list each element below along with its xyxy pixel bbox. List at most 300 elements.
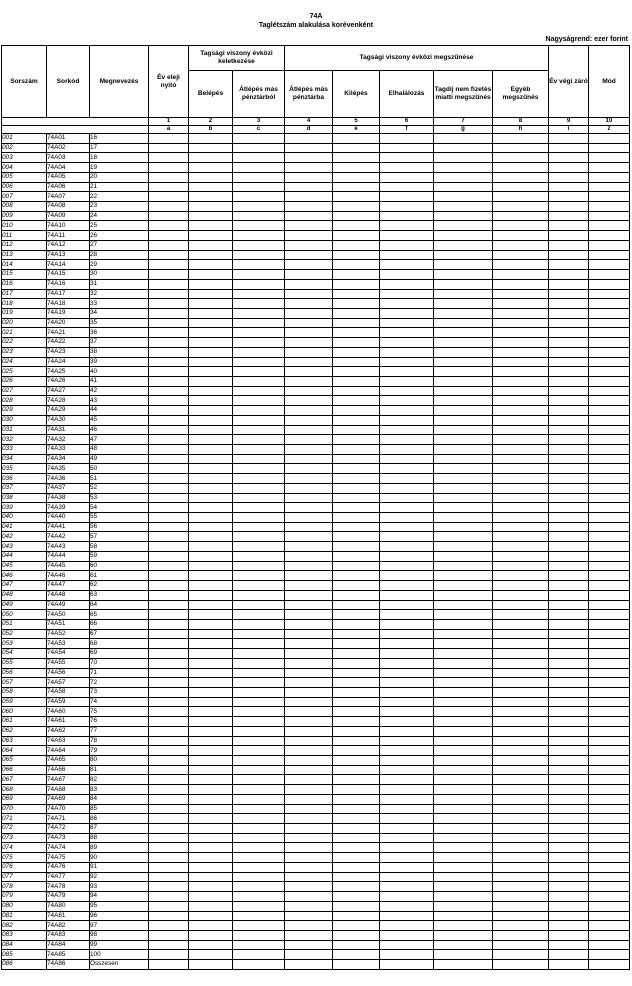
input-cell[interactable] [380,726,434,736]
input-cell[interactable] [434,581,493,591]
input-cell[interactable] [149,435,189,445]
input-cell[interactable] [233,940,285,950]
input-cell[interactable] [493,299,549,309]
input-cell[interactable] [149,454,189,464]
input-cell[interactable] [493,901,549,911]
input-cell[interactable] [493,746,549,756]
input-cell[interactable] [380,814,434,824]
input-cell[interactable] [189,921,233,931]
input-cell[interactable] [233,765,285,775]
input-cell[interactable] [434,299,493,309]
input-cell[interactable] [189,697,233,707]
input-cell[interactable] [549,581,589,591]
input-cell[interactable] [589,464,630,474]
input-cell[interactable] [380,347,434,357]
input-cell[interactable] [233,415,285,425]
input-cell[interactable] [233,143,285,153]
input-cell[interactable] [333,522,380,532]
input-cell[interactable] [233,406,285,416]
input-cell[interactable] [233,542,285,552]
input-cell[interactable] [589,921,630,931]
input-cell[interactable] [493,581,549,591]
input-cell[interactable] [189,561,233,571]
input-cell[interactable] [589,435,630,445]
input-cell[interactable] [589,163,630,173]
input-cell[interactable] [549,629,589,639]
input-cell[interactable] [285,668,333,678]
input-cell[interactable] [434,765,493,775]
input-cell[interactable] [333,824,380,834]
input-cell[interactable] [549,678,589,688]
input-cell[interactable] [285,892,333,902]
input-cell[interactable] [549,231,589,241]
input-cell[interactable] [233,474,285,484]
input-cell[interactable] [233,629,285,639]
input-cell[interactable] [380,542,434,552]
input-cell[interactable] [380,678,434,688]
input-cell[interactable] [434,425,493,435]
input-cell[interactable] [549,513,589,523]
input-cell[interactable] [549,687,589,697]
input-cell[interactable] [434,843,493,853]
input-cell[interactable] [589,960,630,970]
input-cell[interactable] [333,658,380,668]
input-cell[interactable] [380,338,434,348]
input-cell[interactable] [493,513,549,523]
input-cell[interactable] [285,707,333,717]
input-cell[interactable] [434,513,493,523]
input-cell[interactable] [549,921,589,931]
input-cell[interactable] [434,279,493,289]
input-cell[interactable] [380,707,434,717]
input-cell[interactable] [149,308,189,318]
input-cell[interactable] [380,425,434,435]
input-cell[interactable] [380,396,434,406]
input-cell[interactable] [434,454,493,464]
input-cell[interactable] [380,367,434,377]
input-cell[interactable] [285,503,333,513]
input-cell[interactable] [233,960,285,970]
input-cell[interactable] [285,192,333,202]
input-cell[interactable] [233,376,285,386]
input-cell[interactable] [493,367,549,377]
input-cell[interactable] [549,406,589,416]
input-cell[interactable] [589,610,630,620]
input-cell[interactable] [333,134,380,144]
input-cell[interactable] [380,192,434,202]
input-cell[interactable] [233,396,285,406]
input-cell[interactable] [589,717,630,727]
input-cell[interactable] [189,678,233,688]
input-cell[interactable] [149,328,189,338]
input-cell[interactable] [233,843,285,853]
input-cell[interactable] [380,143,434,153]
input-cell[interactable] [285,649,333,659]
input-cell[interactable] [189,765,233,775]
input-cell[interactable] [493,707,549,717]
input-cell[interactable] [333,172,380,182]
input-cell[interactable] [285,406,333,416]
input-cell[interactable] [589,143,630,153]
input-cell[interactable] [589,308,630,318]
input-cell[interactable] [189,522,233,532]
input-cell[interactable] [493,824,549,834]
input-cell[interactable] [380,153,434,163]
input-cell[interactable] [589,279,630,289]
input-cell[interactable] [549,260,589,270]
input-cell[interactable] [380,435,434,445]
input-cell[interactable] [549,134,589,144]
input-cell[interactable] [434,464,493,474]
input-cell[interactable] [589,347,630,357]
input-cell[interactable] [549,376,589,386]
input-cell[interactable] [149,590,189,600]
input-cell[interactable] [434,396,493,406]
input-cell[interactable] [333,289,380,299]
input-cell[interactable] [149,853,189,863]
input-cell[interactable] [333,921,380,931]
input-cell[interactable] [149,270,189,280]
input-cell[interactable] [589,600,630,610]
input-cell[interactable] [493,357,549,367]
input-cell[interactable] [285,522,333,532]
input-cell[interactable] [189,532,233,542]
input-cell[interactable] [189,464,233,474]
input-cell[interactable] [189,328,233,338]
input-cell[interactable] [149,901,189,911]
input-cell[interactable] [380,843,434,853]
input-cell[interactable] [189,445,233,455]
input-cell[interactable] [434,804,493,814]
input-cell[interactable] [189,454,233,464]
input-cell[interactable] [233,289,285,299]
input-cell[interactable] [434,785,493,795]
input-cell[interactable] [189,134,233,144]
input-cell[interactable] [189,882,233,892]
input-cell[interactable] [589,474,630,484]
input-cell[interactable] [285,600,333,610]
input-cell[interactable] [549,299,589,309]
input-cell[interactable] [549,843,589,853]
input-cell[interactable] [149,415,189,425]
input-cell[interactable] [380,328,434,338]
input-cell[interactable] [233,814,285,824]
input-cell[interactable] [380,240,434,250]
input-cell[interactable] [149,824,189,834]
input-cell[interactable] [589,386,630,396]
input-cell[interactable] [549,833,589,843]
input-cell[interactable] [149,921,189,931]
input-cell[interactable] [434,522,493,532]
input-cell[interactable] [589,629,630,639]
input-cell[interactable] [589,581,630,591]
input-cell[interactable] [189,260,233,270]
input-cell[interactable] [285,386,333,396]
input-cell[interactable] [380,600,434,610]
input-cell[interactable] [333,950,380,960]
input-cell[interactable] [333,629,380,639]
input-cell[interactable] [285,833,333,843]
input-cell[interactable] [589,445,630,455]
input-cell[interactable] [434,143,493,153]
input-cell[interactable] [233,756,285,766]
input-cell[interactable] [493,775,549,785]
input-cell[interactable] [189,911,233,921]
input-cell[interactable] [589,503,630,513]
input-cell[interactable] [285,717,333,727]
input-cell[interactable] [149,474,189,484]
input-cell[interactable] [149,785,189,795]
input-cell[interactable] [380,911,434,921]
input-cell[interactable] [149,571,189,581]
input-cell[interactable] [285,435,333,445]
input-cell[interactable] [493,250,549,260]
input-cell[interactable] [233,746,285,756]
input-cell[interactable] [434,483,493,493]
input-cell[interactable] [149,649,189,659]
input-cell[interactable] [189,726,233,736]
input-cell[interactable] [149,765,189,775]
input-cell[interactable] [380,522,434,532]
input-cell[interactable] [434,270,493,280]
input-cell[interactable] [434,697,493,707]
input-cell[interactable] [333,513,380,523]
input-cell[interactable] [333,901,380,911]
input-cell[interactable] [285,279,333,289]
input-cell[interactable] [285,921,333,931]
input-cell[interactable] [333,775,380,785]
input-cell[interactable] [434,474,493,484]
input-cell[interactable] [380,571,434,581]
input-cell[interactable] [149,794,189,804]
input-cell[interactable] [333,270,380,280]
input-cell[interactable] [493,736,549,746]
input-cell[interactable] [233,386,285,396]
input-cell[interactable] [549,804,589,814]
input-cell[interactable] [493,765,549,775]
input-cell[interactable] [233,668,285,678]
input-cell[interactable] [333,551,380,561]
input-cell[interactable] [149,746,189,756]
input-cell[interactable] [189,357,233,367]
input-cell[interactable] [149,260,189,270]
input-cell[interactable] [333,474,380,484]
input-cell[interactable] [549,551,589,561]
input-cell[interactable] [233,600,285,610]
input-cell[interactable] [434,435,493,445]
input-cell[interactable] [549,202,589,212]
input-cell[interactable] [149,600,189,610]
input-cell[interactable] [189,892,233,902]
input-cell[interactable] [493,386,549,396]
input-cell[interactable] [549,143,589,153]
input-cell[interactable] [549,240,589,250]
input-cell[interactable] [189,338,233,348]
input-cell[interactable] [493,289,549,299]
input-cell[interactable] [333,376,380,386]
input-cell[interactable] [434,386,493,396]
input-cell[interactable] [380,503,434,513]
input-cell[interactable] [285,639,333,649]
input-cell[interactable] [285,901,333,911]
input-cell[interactable] [434,367,493,377]
input-cell[interactable] [233,824,285,834]
input-cell[interactable] [493,610,549,620]
input-cell[interactable] [493,853,549,863]
input-cell[interactable] [380,833,434,843]
input-cell[interactable] [434,833,493,843]
input-cell[interactable] [333,357,380,367]
input-cell[interactable] [149,522,189,532]
input-cell[interactable] [380,415,434,425]
input-cell[interactable] [434,571,493,581]
input-cell[interactable] [493,717,549,727]
input-cell[interactable] [380,406,434,416]
input-cell[interactable] [333,619,380,629]
input-cell[interactable] [380,182,434,192]
input-cell[interactable] [589,794,630,804]
input-cell[interactable] [380,270,434,280]
input-cell[interactable] [380,532,434,542]
input-cell[interactable] [189,406,233,416]
input-cell[interactable] [380,804,434,814]
input-cell[interactable] [285,513,333,523]
input-cell[interactable] [333,600,380,610]
input-cell[interactable] [285,231,333,241]
input-cell[interactable] [549,940,589,950]
input-cell[interactable] [189,600,233,610]
input-cell[interactable] [434,717,493,727]
input-cell[interactable] [189,542,233,552]
input-cell[interactable] [589,454,630,464]
input-cell[interactable] [149,192,189,202]
input-cell[interactable] [333,872,380,882]
input-cell[interactable] [333,542,380,552]
input-cell[interactable] [285,746,333,756]
input-cell[interactable] [149,445,189,455]
input-cell[interactable] [589,649,630,659]
input-cell[interactable] [189,639,233,649]
input-cell[interactable] [149,678,189,688]
input-cell[interactable] [149,892,189,902]
input-cell[interactable] [549,425,589,435]
input-cell[interactable] [285,172,333,182]
input-cell[interactable] [285,260,333,270]
input-cell[interactable] [189,308,233,318]
input-cell[interactable] [493,960,549,970]
input-cell[interactable] [589,260,630,270]
input-cell[interactable] [434,629,493,639]
input-cell[interactable] [380,746,434,756]
input-cell[interactable] [549,221,589,231]
input-cell[interactable] [493,639,549,649]
input-cell[interactable] [493,619,549,629]
input-cell[interactable] [589,824,630,834]
input-cell[interactable] [589,765,630,775]
input-cell[interactable] [380,824,434,834]
input-cell[interactable] [380,717,434,727]
input-cell[interactable] [493,240,549,250]
input-cell[interactable] [285,211,333,221]
input-cell[interactable] [285,134,333,144]
input-cell[interactable] [285,571,333,581]
input-cell[interactable] [549,308,589,318]
input-cell[interactable] [493,435,549,445]
input-cell[interactable] [233,513,285,523]
input-cell[interactable] [149,221,189,231]
input-cell[interactable] [589,542,630,552]
input-cell[interactable] [549,289,589,299]
input-cell[interactable] [285,697,333,707]
input-cell[interactable] [285,960,333,970]
input-cell[interactable] [380,551,434,561]
input-cell[interactable] [493,833,549,843]
input-cell[interactable] [149,202,189,212]
input-cell[interactable] [589,134,630,144]
input-cell[interactable] [285,308,333,318]
input-cell[interactable] [333,843,380,853]
input-cell[interactable] [333,532,380,542]
input-cell[interactable] [549,192,589,202]
input-cell[interactable] [189,143,233,153]
input-cell[interactable] [549,707,589,717]
input-cell[interactable] [189,717,233,727]
input-cell[interactable] [285,240,333,250]
input-cell[interactable] [233,493,285,503]
input-cell[interactable] [233,678,285,688]
input-cell[interactable] [189,736,233,746]
input-cell[interactable] [589,756,630,766]
input-cell[interactable] [149,338,189,348]
input-cell[interactable] [434,872,493,882]
input-cell[interactable] [434,240,493,250]
input-cell[interactable] [380,289,434,299]
input-cell[interactable] [333,328,380,338]
input-cell[interactable] [233,318,285,328]
input-cell[interactable] [149,736,189,746]
input-cell[interactable] [189,386,233,396]
input-cell[interactable] [333,697,380,707]
input-cell[interactable] [380,260,434,270]
input-cell[interactable] [285,687,333,697]
input-cell[interactable] [493,629,549,639]
input-cell[interactable] [189,756,233,766]
input-cell[interactable] [285,318,333,328]
input-cell[interactable] [549,474,589,484]
input-cell[interactable] [233,163,285,173]
input-cell[interactable] [380,513,434,523]
input-cell[interactable] [549,639,589,649]
input-cell[interactable] [434,172,493,182]
input-cell[interactable] [285,590,333,600]
input-cell[interactable] [589,211,630,221]
input-cell[interactable] [233,853,285,863]
input-cell[interactable] [589,318,630,328]
input-cell[interactable] [549,483,589,493]
input-cell[interactable] [333,581,380,591]
input-cell[interactable] [380,134,434,144]
input-cell[interactable] [434,892,493,902]
input-cell[interactable] [149,386,189,396]
input-cell[interactable] [434,756,493,766]
input-cell[interactable] [493,270,549,280]
input-cell[interactable] [549,824,589,834]
input-cell[interactable] [434,824,493,834]
input-cell[interactable] [380,590,434,600]
input-cell[interactable] [589,930,630,940]
input-cell[interactable] [333,279,380,289]
input-cell[interactable] [434,600,493,610]
